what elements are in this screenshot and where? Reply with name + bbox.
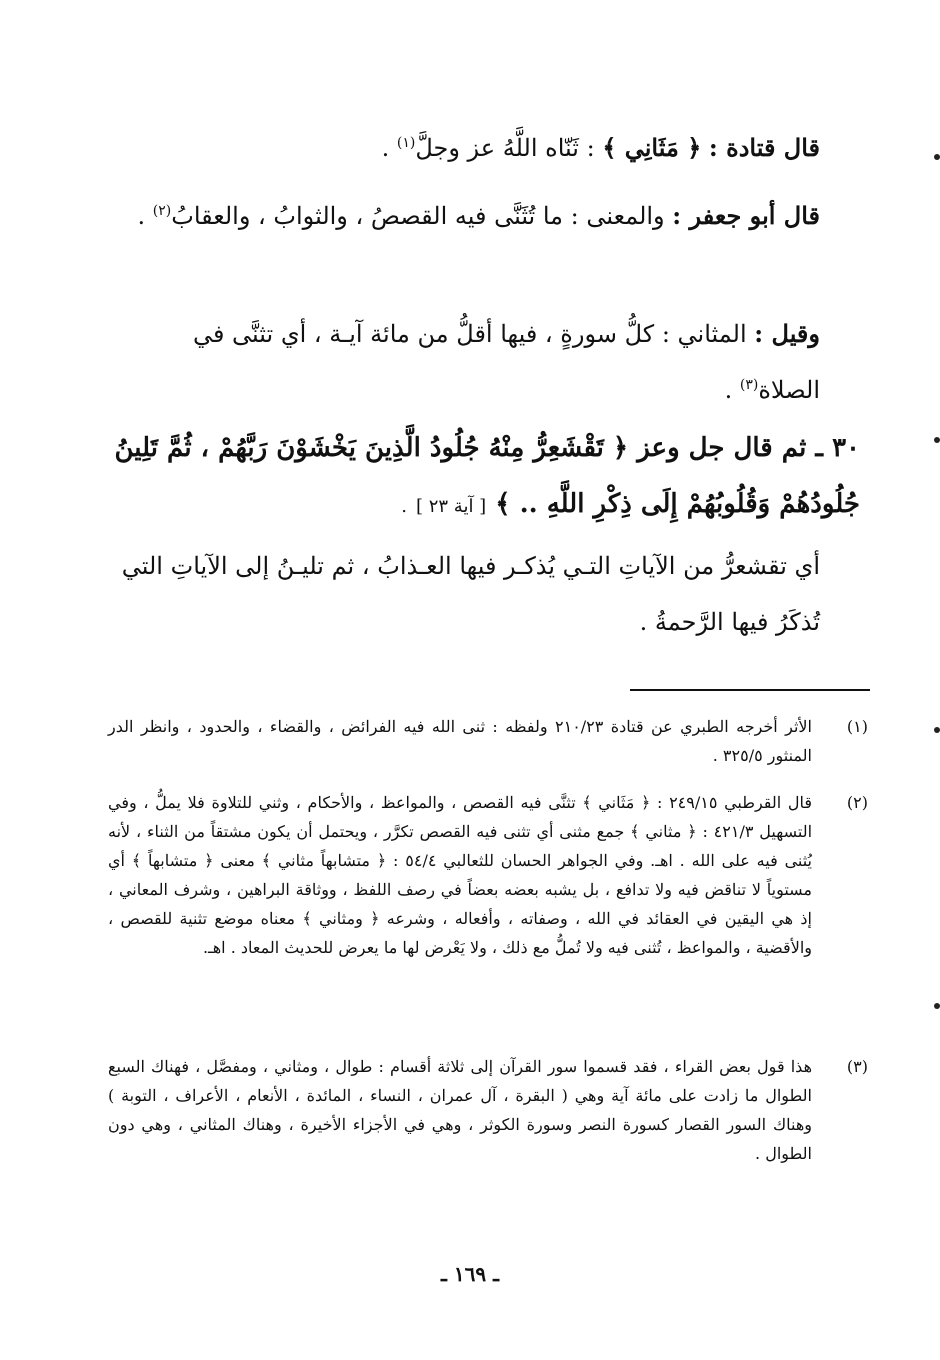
verse-30: [110, 420, 860, 535]
paragraph-lead: قال أبو جعفر :: [672, 201, 820, 230]
paragraph-text: أي تقشعرُّ من الآياتِ التـي يُذكـر فيها العـذابُ ، ثم تليـنُ إلى الآياتِ التي تُذكَرُ فيها الرَّحمةُ .: [121, 552, 820, 636]
footnote-text: الأثر أخرجه الطبري عن قتادة ٢١٠/٢٣ ولفظه : ثنى الله فيه الفرائض ، والقضاء ، والحدود ، وانظر الدر المنثور ٣٢٥/٥ .: [108, 717, 812, 765]
footnote-ref[interactable]: (٣): [739, 377, 759, 393]
paragraph-end: .: [381, 134, 390, 162]
paragraph-abu-jafar: [120, 188, 820, 244]
footnote-number: (١): [846, 717, 868, 736]
paragraph-end: .: [137, 202, 146, 230]
margin-mark: [934, 437, 940, 443]
verse-reference: [ آية ٢٣ ]: [415, 496, 487, 517]
footnote-text: قال القرطبي ٢٤٩/١٥ : ﴿ مَثَاني ﴾ تثنَّى فيه القصص ، والمواعظ ، والأحكام ، وثني للتلاوة فلا يملُّ ، وفي التسهيل ٤٢١/٣ : ﴿ مثاني ﴾ جمع مثنى أي تثنى فيه القصص تكرَّر ، ويحتمل أن يكون مشتقاً من الثناء ، لأنه يُثنى فيه على الله . اهـ. وفي الجواهر الحسان للثعالبي ٥٤/٤ : ﴿ متشابهاً مثاني ﴾ معنى ﴿ متشابهاً ﴾ أي مستوياً لا تناقض فيه ولا تدافع ، بل يشبه بعضه بعضاً في رصف اللفظ ، ووثاقة البراهين ، وشرف المعاني ، إذ هي اليقين في العقائد في الله ، وصفاته ، وأفعاله ، وشرعه ﴿ ومثاني ﴾ معناه موضع تثنية للقصص ، والأقضية ، والمواعظ ، تُثنى فيه ولا تُملُّ مع ذلك ، ولا يَعْرض لها ما يعرض للحديث المعاد . اهـ.: [108, 793, 813, 957]
verse-end: .: [401, 496, 407, 517]
page-number: ـ ١٦٩ ـ: [441, 1262, 499, 1286]
footnote-3: [108, 1052, 868, 1168]
paragraph-lead: قال قتادة :: [708, 133, 820, 162]
paragraph-qatada: [120, 120, 820, 176]
paragraph-text: والمعنى : ما تُثَنَّى فيه القصصُ ، والثوابُ ، والعقابُ: [171, 202, 665, 230]
footnote-number: (٣): [846, 1057, 868, 1076]
paragraph-end: .: [724, 376, 733, 404]
verse-number: ٣٠ ـ: [815, 433, 860, 463]
footnote-1: [108, 712, 868, 770]
footnote-2: [108, 788, 868, 962]
footnote-text: هذا قول بعض القراء ، فقد قسموا سور القرآن إلى ثلاثة أقسام : طوال ، ومثاني ، ومفصَّل ، فهناك السبع الطوال ما زادت على مائة آية وهي ( البقرة ، آل عمران ، النساء ، المائدة ، الأنعام ، الأعراف ، التوبة ) وهناك السور القصار كسورة النصر وسورة الكوثر ، وهي في الأجزاء الأخيرة ، وهناك المثاني ، وهي دون الطوال .: [108, 1057, 813, 1163]
paragraph-lead: وقيل :: [754, 319, 820, 348]
footnote-separator: [630, 689, 870, 691]
quran-verse: ﴿ تَقْشَعِرُّ مِنْهُ جُلُودُ الَّذِينَ يَخْشَوْنَ رَبَّهُمْ ، ثُمَّ تَلِينُ جُلُودُهُمْ وَقُلُوبُهُمْ إِلَى ذِكْرِ اللَّهِ .. ﴾: [114, 433, 860, 519]
verse-intro: ثم قال جل وعز: [637, 433, 807, 463]
margin-mark: [934, 1003, 940, 1009]
footnote-ref[interactable]: (٢): [152, 203, 172, 219]
footnote-ref[interactable]: (١): [396, 135, 416, 151]
margin-mark: [934, 154, 940, 160]
paragraph-qil: [120, 306, 820, 418]
paragraph-explanation: [120, 538, 820, 650]
paragraph-text: : ثَنّاه اللَّهُ عز وجلَّ: [415, 134, 595, 162]
paragraph-text: المثاني : كلُّ سورةٍ ، فيها أقلُّ من مائة آيـة ، أي تثنَّى في الصلاة: [192, 320, 820, 404]
footnote-number: (٢): [846, 793, 868, 812]
margin-mark: [934, 727, 940, 733]
quran-phrase: ﴿ مَثَانِي ﴾: [602, 133, 702, 162]
